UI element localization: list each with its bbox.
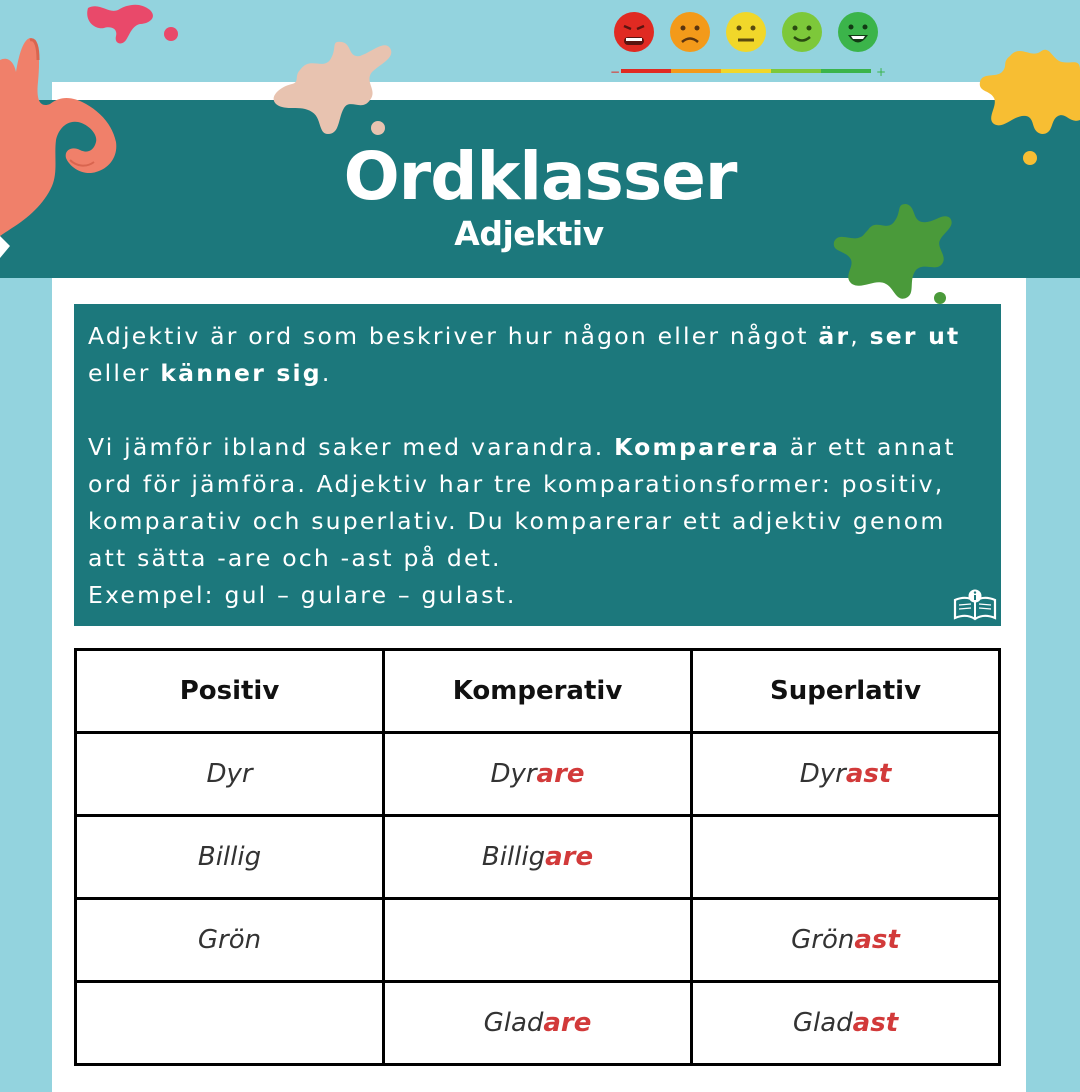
table-row (76, 816, 1000, 899)
definition-bold-term: känner sig (160, 359, 322, 387)
info-example: Exempel: gul – gulare – gulast. (88, 581, 517, 609)
happy-face-icon (838, 12, 878, 52)
word-suffix: are (536, 759, 585, 789)
peach-splat-decoration (274, 42, 392, 135)
word-suffix: ast (852, 1008, 899, 1038)
word-stem: Glad (483, 1008, 544, 1038)
comparison-table (74, 648, 1001, 1066)
word-stem: Grön (197, 925, 262, 955)
comparison-text: Vi jämför ibland saker med varandra. (88, 433, 615, 461)
definition-text: , (850, 322, 870, 350)
word-stem: Dyr (799, 759, 846, 789)
word-suffix: are (543, 1008, 592, 1038)
definition-text: . (321, 359, 332, 387)
word-stem: Dyr (490, 759, 537, 789)
header-komperativ: Komperativ (384, 650, 692, 733)
table-row (76, 733, 1000, 816)
cell-komperativ (384, 899, 692, 982)
word-stem: Billig (197, 842, 262, 872)
cell-komperativ (384, 816, 692, 899)
definition-bold-term: ser ut (869, 322, 961, 350)
book-info-icon (952, 588, 998, 622)
page-subtitle: Adjektiv (454, 214, 604, 253)
page-title: Ordklasser (343, 138, 737, 215)
angry-face-icon (614, 12, 654, 52)
word-stem: Billig (481, 842, 546, 872)
info-paragraph-definition (88, 318, 987, 392)
cell-positiv (76, 733, 384, 816)
header-positiv: Positiv (76, 650, 384, 733)
meter-plus-label: + (876, 65, 887, 79)
cell-superlativ (692, 733, 1000, 816)
sad-face-icon (670, 12, 710, 52)
cell-positiv (76, 982, 384, 1065)
definition-text: eller (88, 359, 161, 387)
word-suffix: ast (845, 759, 892, 789)
comparison-text: är ett annat ord för jämföra. Adjektiv har tre komparationsformer: positiv, komparativ och superlativ. Du komparerar ett adjektiv genom att sätta -are och -ast på det. (88, 433, 956, 572)
meter-scale-bar (621, 69, 871, 73)
table-row (76, 899, 1000, 982)
cell-komperativ (384, 733, 692, 816)
word-suffix: are (545, 842, 594, 872)
info-box (74, 304, 1001, 626)
smile-face-icon (782, 12, 822, 52)
cell-superlativ (692, 982, 1000, 1065)
word-stem: Dyr (206, 759, 253, 789)
cell-komperativ (384, 982, 692, 1065)
cell-superlativ (692, 816, 1000, 899)
table-row (76, 982, 1000, 1065)
cell-positiv (76, 899, 384, 982)
neutral-face-icon (726, 12, 766, 52)
pink-splat-decoration (87, 5, 178, 44)
word-stem: Grön (791, 925, 855, 955)
table-header-row (76, 650, 1000, 733)
cell-positiv (76, 816, 384, 899)
definition-text: Adjektiv är ord som beskriver hur någon eller något (88, 322, 819, 350)
cell-superlativ (692, 899, 1000, 982)
word-stem: Glad (792, 1008, 853, 1038)
header-superlativ: Superlativ (692, 650, 1000, 733)
mood-meter (604, 10, 894, 80)
info-paragraph-comparison (88, 429, 987, 614)
meter-minus-label: − (610, 65, 621, 79)
definition-bold-term: är (818, 322, 851, 350)
word-suffix: ast (854, 925, 900, 955)
comparison-bold-term: Komparera (614, 433, 781, 461)
